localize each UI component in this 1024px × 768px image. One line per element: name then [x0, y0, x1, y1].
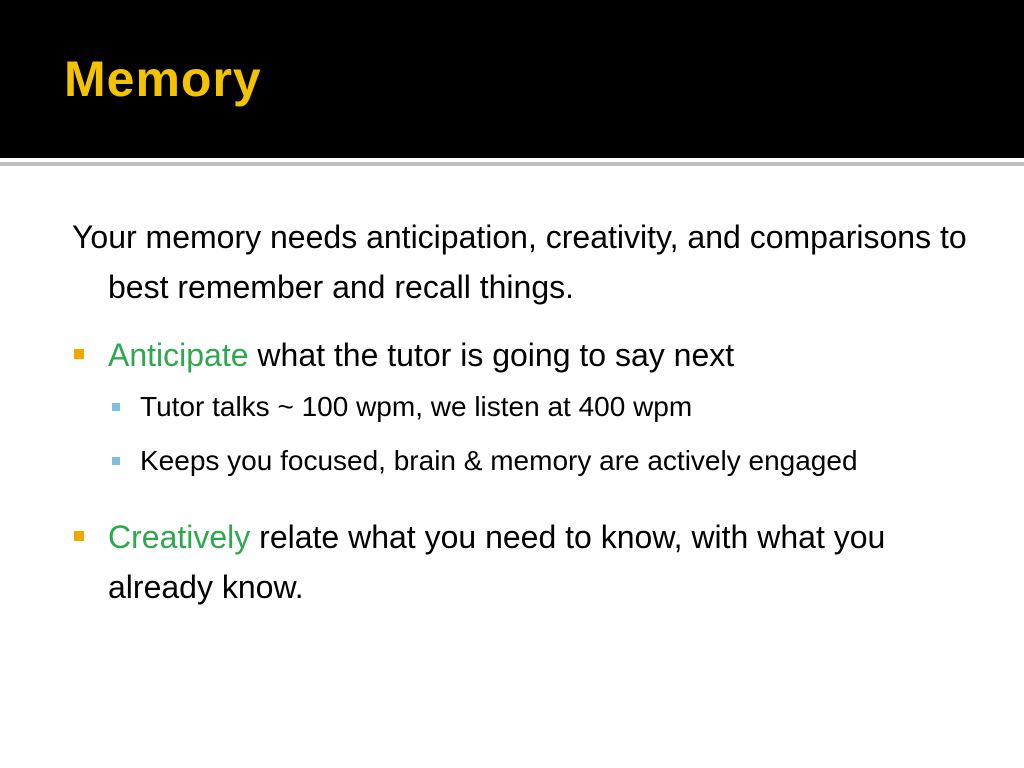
bullet-creatively	[72, 512, 972, 612]
bullet-text: what the tutor is going to say next	[248, 337, 735, 373]
bullet-anticipate	[72, 330, 972, 380]
square-sub-bullet-icon	[112, 457, 120, 465]
slide-title: Memory	[64, 51, 262, 107]
square-sub-bullet-icon	[112, 403, 120, 411]
title-bar	[0, 0, 1024, 158]
bullet-highlight: Creatively	[108, 519, 251, 555]
intro-paragraph: Your memory needs anticipation, creativity, and comparisons to best remember and recall things.	[72, 219, 967, 305]
slide-body	[72, 212, 972, 612]
square-bullet-icon	[74, 349, 84, 359]
bullet-text: relate what you need to know, with what you already know.	[108, 519, 886, 605]
sub-bullet	[72, 438, 972, 484]
header-divider	[0, 162, 1024, 166]
sub-bullet-text: Keeps you focused, brain & memory are actively engaged	[140, 445, 858, 476]
square-bullet-icon	[74, 531, 84, 541]
sub-bullet	[72, 384, 972, 430]
sub-bullet-text: Tutor talks ~ 100 wpm, we listen at 400 wpm	[140, 391, 693, 422]
bullet-highlight: Anticipate	[108, 337, 249, 373]
